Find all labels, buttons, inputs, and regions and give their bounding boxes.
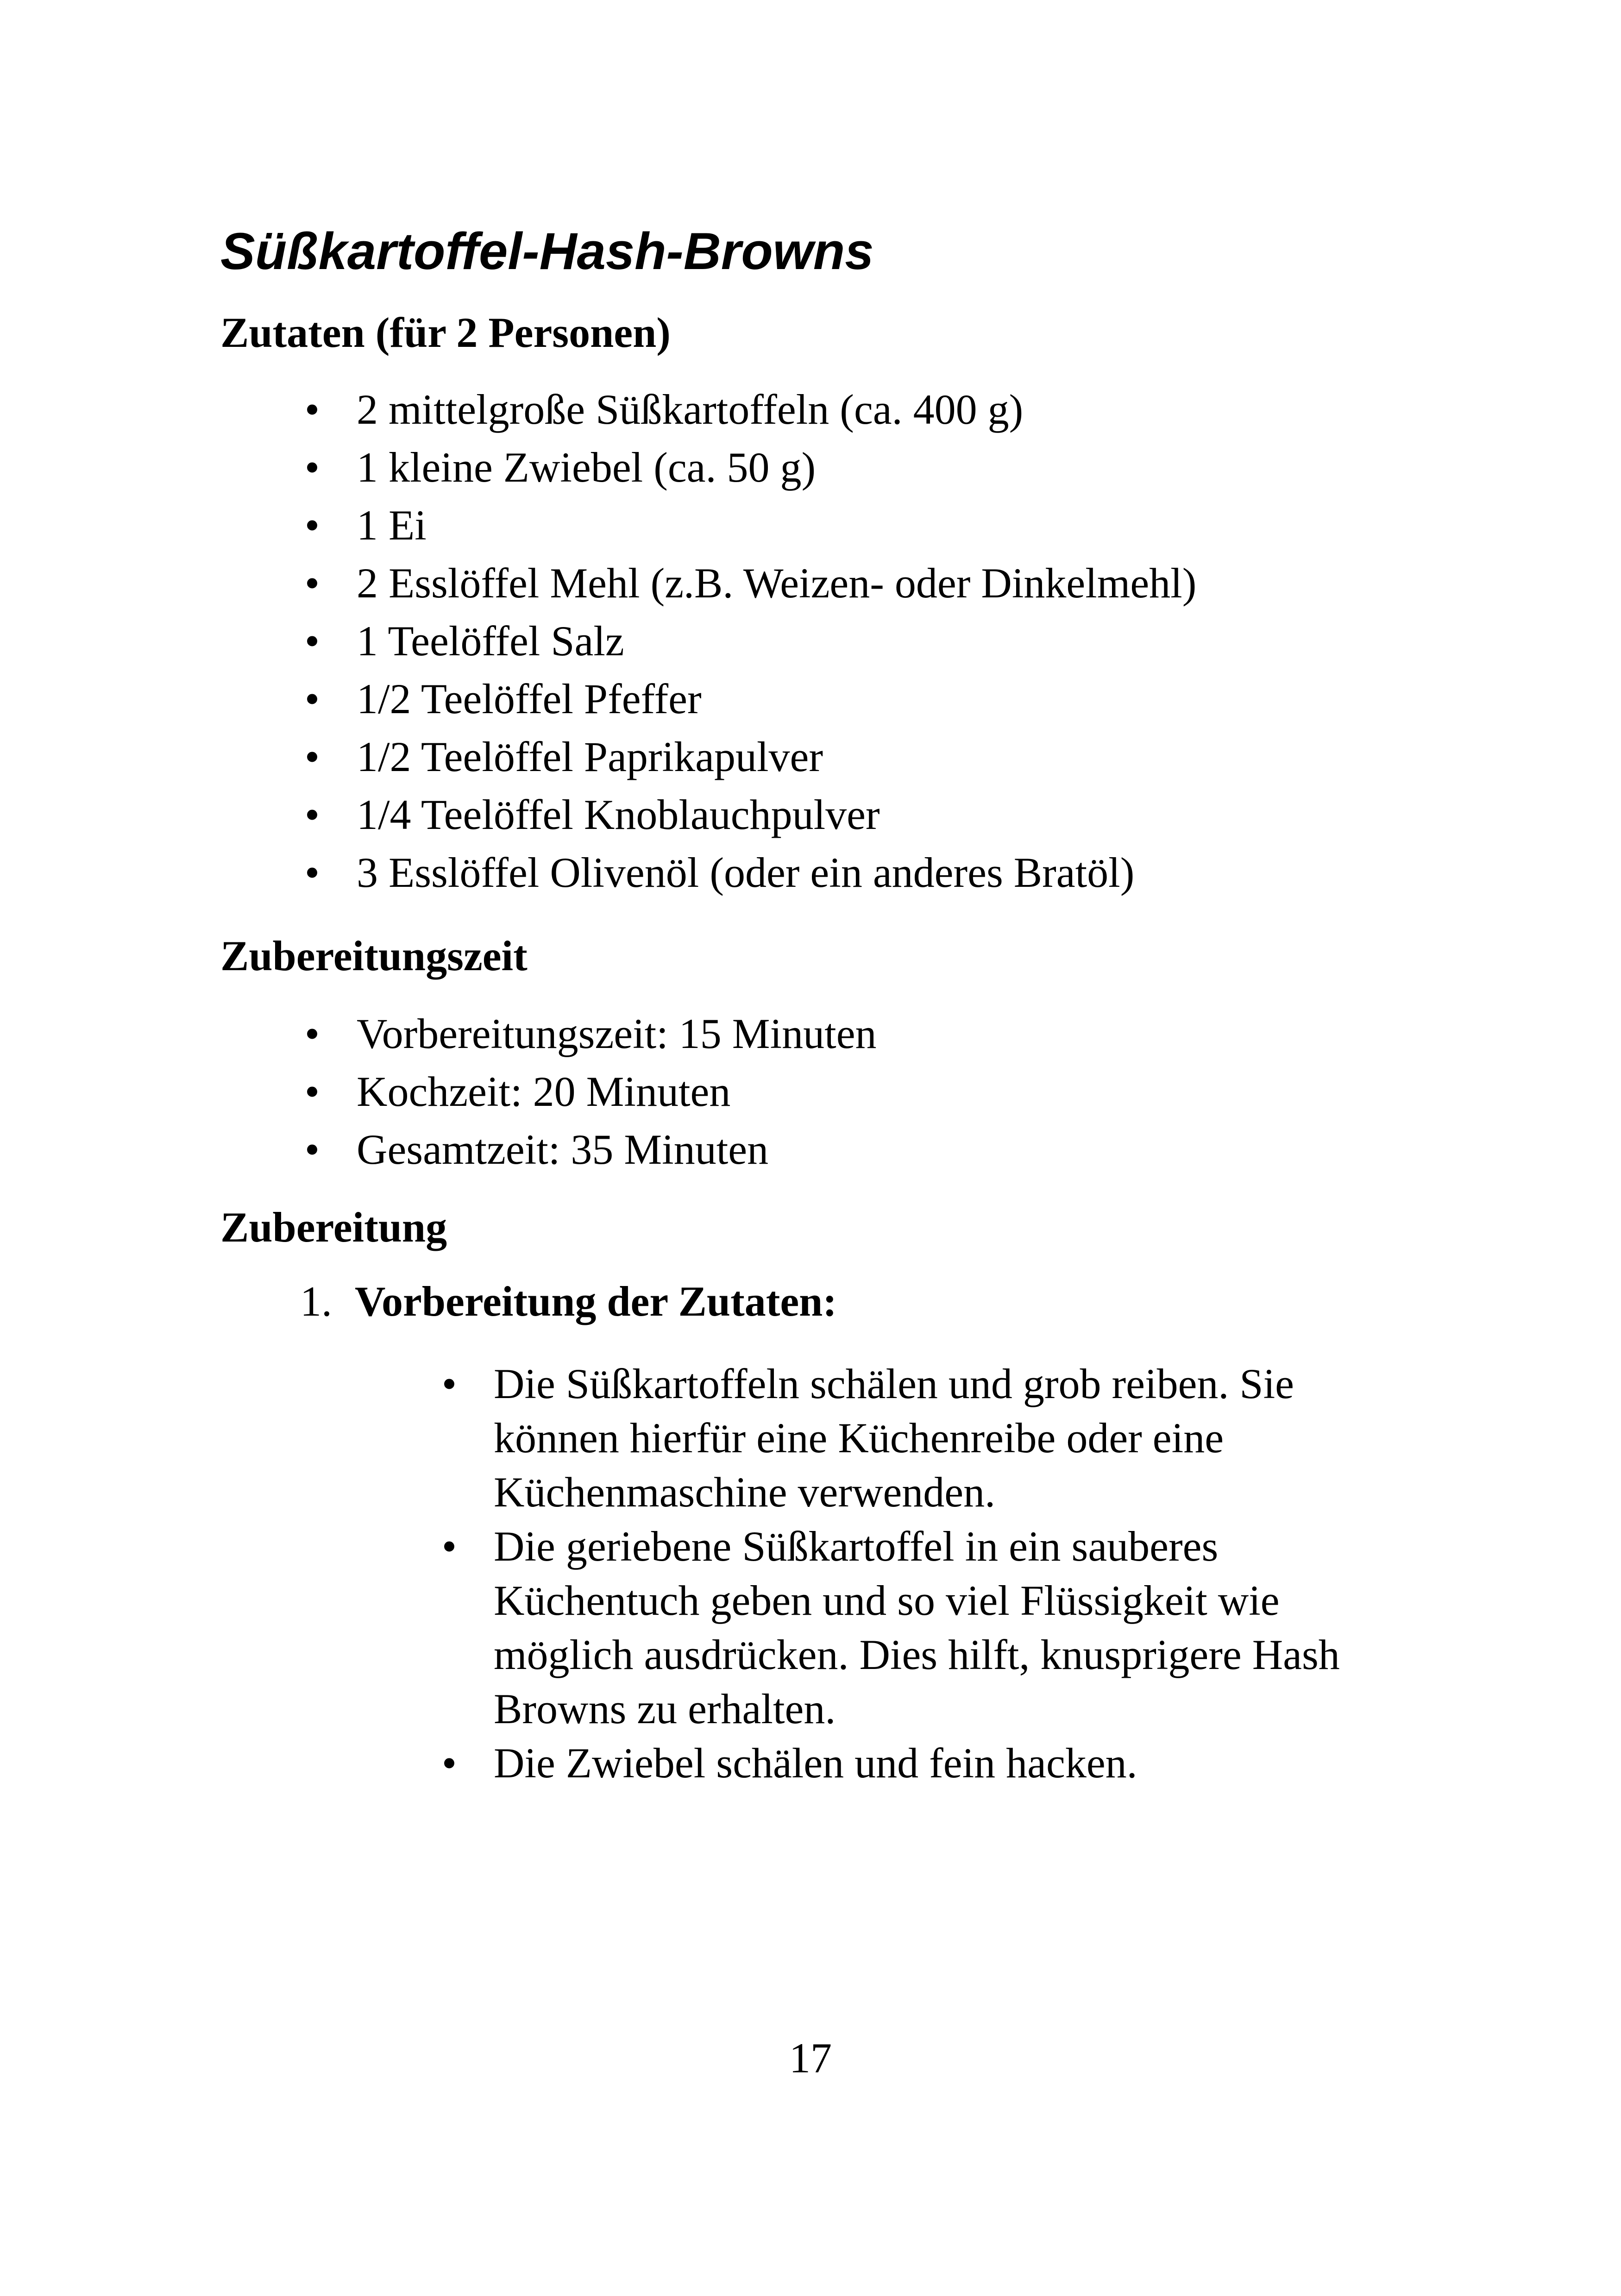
- list-item: [304, 381, 1196, 439]
- time-text: Gesamtzeit: 35 Minuten: [357, 1126, 769, 1173]
- ingredients-list: [304, 381, 1197, 902]
- step-item-text: Die geriebene Süßkartoffel in ein sauberes Küchentuch geben und so viel Flüssigkeit wie möglich ausdrücken. Dies hilft, knusprigere Hash Browns zu erhalten.: [494, 1523, 1340, 1732]
- step-item-text: Die Zwiebel schälen und fein hacken.: [494, 1739, 1137, 1787]
- times-heading: Zubereitungszeit: [220, 932, 528, 979]
- time-text: Vorbereitungszeit: 15 Minuten: [357, 1010, 877, 1057]
- bullet-icon: •: [304, 675, 320, 722]
- bullet-icon: •: [304, 1126, 320, 1173]
- list-item: [304, 670, 1196, 728]
- step-title: Vorbereitung der Zutaten:: [355, 1278, 837, 1325]
- list-item: [441, 1357, 1420, 1519]
- bullet-icon: •: [304, 617, 320, 665]
- step-number: 1.: [300, 1278, 332, 1325]
- ingredient-text: 1 kleine Zwiebel (ca. 50 g): [357, 444, 816, 491]
- list-item: [304, 1005, 877, 1063]
- bullet-icon: •: [441, 1739, 457, 1787]
- bullet-icon: •: [441, 1523, 457, 1570]
- ingredient-text: 2 Esslöffel Mehl (z.B. Weizen- oder Dinkelmehl): [357, 559, 1197, 607]
- list-item: [304, 728, 1196, 786]
- list-item: [304, 1063, 877, 1121]
- bullet-icon: •: [441, 1360, 457, 1407]
- list-item: [304, 554, 1197, 612]
- bullet-icon: •: [304, 1010, 320, 1057]
- list-item: [304, 1121, 877, 1179]
- time-text: Kochzeit: 20 Minuten: [357, 1068, 731, 1115]
- list-item: [304, 612, 1196, 670]
- ingredients-heading: Zutaten (für 2 Personen): [220, 309, 671, 356]
- ingredient-text: 1/4 Teelöffel Knoblauchpulver: [357, 791, 880, 838]
- ingredient-text: 1 Teelöffel Salz: [357, 617, 624, 665]
- step-1: [300, 1273, 837, 1330]
- ingredient-text: 3 Esslöffel Olivenöl (oder ein anderes Bratöl): [357, 849, 1135, 896]
- list-item: [441, 1736, 1420, 1790]
- bullet-icon: •: [304, 386, 320, 433]
- list-item: [304, 439, 1196, 496]
- list-item: [304, 844, 1196, 902]
- step-item-text: Die Süßkartoffeln schälen und grob reiben. Sie können hierfür eine Küchenreibe oder eine Küchenmaschine verwenden.: [494, 1360, 1294, 1516]
- list-item: [441, 1519, 1420, 1736]
- page-number: 17: [789, 2034, 832, 2082]
- preparation-heading: Zubereitung: [220, 1204, 447, 1251]
- ingredient-text: 1 Ei: [357, 502, 427, 549]
- bullet-icon: •: [304, 502, 320, 549]
- bullet-icon: •: [304, 733, 320, 780]
- recipe-title: Süßkartoffel-Hash-Browns: [220, 222, 874, 280]
- bullet-icon: •: [304, 849, 320, 896]
- bullet-icon: •: [304, 444, 320, 491]
- bullet-icon: •: [304, 1068, 320, 1115]
- bullet-icon: •: [304, 559, 320, 607]
- list-item: [304, 786, 1196, 844]
- ingredient-text: 2 mittelgroße Süßkartoffeln (ca. 400 g): [357, 386, 1024, 433]
- bullet-icon: •: [304, 791, 320, 838]
- times-list: [304, 1005, 877, 1179]
- ingredient-text: 1/2 Teelöffel Paprikapulver: [357, 733, 823, 780]
- step-1-list: [441, 1357, 1420, 1790]
- list-item: [304, 496, 1196, 554]
- ingredient-text: 1/2 Teelöffel Pfeffer: [357, 675, 702, 722]
